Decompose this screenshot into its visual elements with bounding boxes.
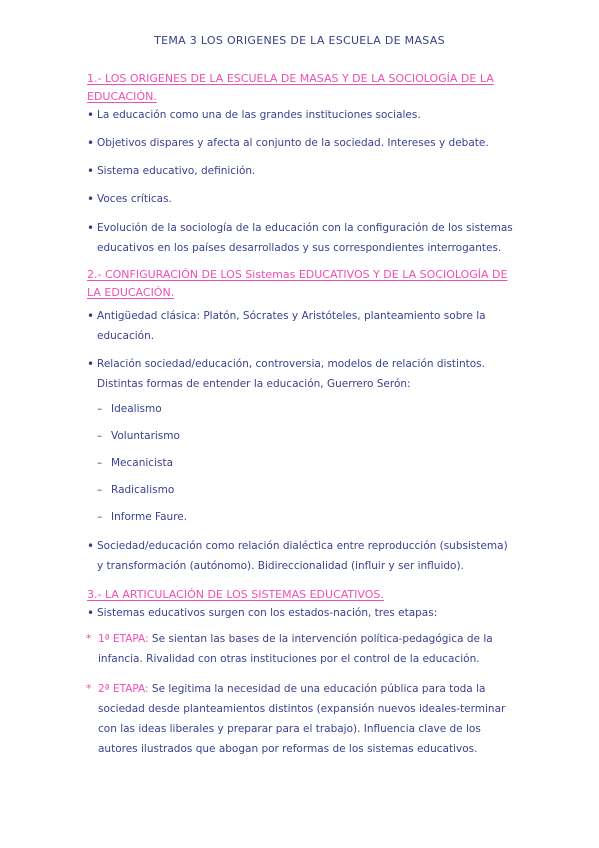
- list-item: • Objetivos dispares y afecta al conjunto de la sociedad. Intereses y debate.: [87, 134, 517, 153]
- stages-list: [87, 629, 517, 759]
- bullet-icon: •: [87, 309, 95, 323]
- section-2-list: [87, 306, 517, 394]
- list-item: – Radicalismo: [97, 481, 517, 500]
- bullet-icon: •: [87, 136, 95, 150]
- list-item: • La educación como una de las grandes instituciones sociales.: [87, 106, 517, 125]
- dash-icon: –: [97, 511, 103, 523]
- stage-label: 2ª ETAPA:: [98, 683, 149, 695]
- asterisk-icon: *: [86, 682, 92, 695]
- dash-icon: –: [97, 403, 103, 415]
- list-item: – Mecanicista: [97, 454, 517, 473]
- bullet-icon: •: [87, 108, 95, 122]
- bullet-icon: •: [87, 221, 95, 235]
- list-item: • Sociedad/educación como relación dialéctica entre reproducción (subsistema) y transformación (autónomo). Bidireccionalidad (influir y ser influido).: [87, 536, 517, 576]
- dash-icon: –: [97, 430, 103, 442]
- approaches-list: [87, 400, 517, 527]
- document-body: [87, 70, 517, 759]
- list-item: • Evolución de la sociología de la educación con la configuración de los sistemas educativos en los países desarrollados y sus correspondientes interrogantes.: [87, 218, 517, 258]
- bullet-icon: •: [87, 539, 95, 553]
- list-item: • Sistema educativo, definición.: [87, 162, 517, 181]
- section-3-heading: 3.- LA ARTICULACIÓN DE LOS SISTEMAS EDUCATIVOS.: [87, 588, 384, 601]
- list-item: • Antigüedad clásica: Platón, Sócrates y Aristóteles, planteamiento sobre la educación.: [87, 306, 517, 346]
- section-2-list-continued: [87, 536, 517, 576]
- section-2-heading: 2.- CONFIGURACIÓN DE LOS Sistemas EDUCATIVOS Y DE LA SOCIOLOGÍA DE LA EDUCACIÓN.: [87, 268, 508, 299]
- list-item: • Sistemas educativos surgen con los estados-nación, tres etapas:: [87, 604, 517, 623]
- bullet-icon: •: [87, 192, 95, 206]
- dash-icon: –: [97, 457, 103, 469]
- dash-icon: –: [97, 484, 103, 496]
- stage-item: * 2ª ETAPA: Se legitima la necesidad de una educación pública para toda la sociedad desde planteamientos distintos (expansión nuevos ideales-terminar con las ideas liberales y preparar para el trabajo). Influencia clave de los autores ilustrados que abogan por reformas de los sistemas educativos.: [87, 679, 517, 759]
- section-3-list: [87, 604, 517, 623]
- bullet-icon: •: [87, 164, 95, 178]
- section-1-list: [87, 106, 517, 258]
- bullet-icon: •: [87, 357, 95, 371]
- page-title: TEMA 3 LOS ORIGENES DE LA ESCUELA DE MASAS: [154, 34, 445, 47]
- stage-label: 1ª ETAPA:: [98, 633, 149, 645]
- section-1-heading: 1.- LOS ORIGENES DE LA ESCUELA DE MASAS Y DE LA SOCIOLOGÍA DE LA EDUCACIÓN.: [87, 72, 494, 103]
- stage-item: * 1ª ETAPA: Se sientan las bases de la intervención política-pedagógica de la infancia. Rivalidad con otras instituciones por el control de la educación.: [87, 629, 517, 669]
- list-item: – Voluntarismo: [97, 427, 517, 446]
- list-item: • Voces críticas.: [87, 190, 517, 209]
- asterisk-icon: *: [86, 632, 92, 645]
- list-item: – Idealismo: [97, 400, 517, 419]
- list-item: • Relación sociedad/educación, controversia, modelos de relación distintos. Distintas formas de entender la educación, Guerrero Serón:: [87, 354, 517, 394]
- bullet-icon: •: [87, 606, 95, 620]
- list-item: – Informe Faure.: [97, 508, 517, 527]
